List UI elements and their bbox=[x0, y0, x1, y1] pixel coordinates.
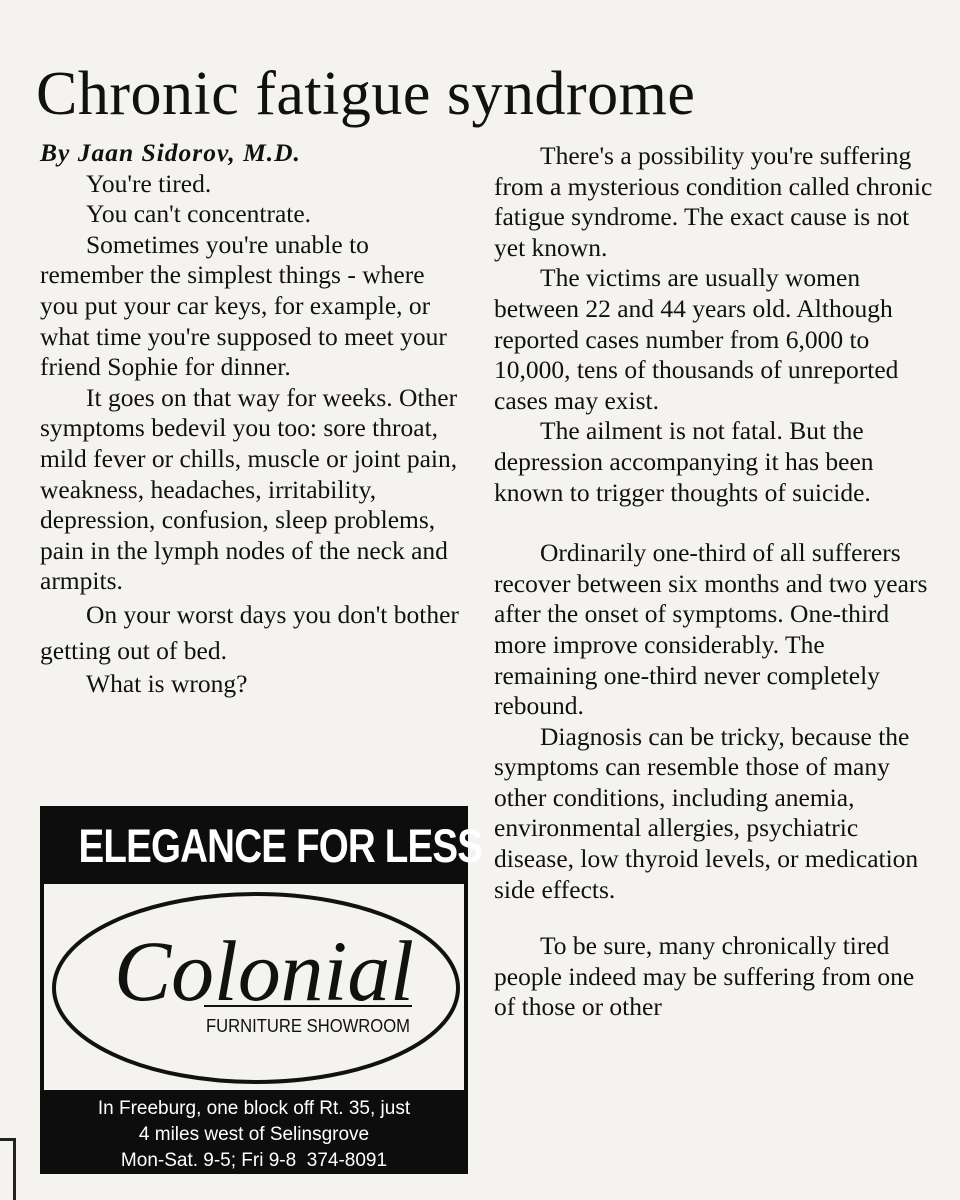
article-column-right bbox=[494, 141, 934, 1023]
paragraph-what-is-wrong: What is wrong? bbox=[86, 668, 248, 698]
byline: By Jaan Sidorov, M.D. bbox=[40, 138, 301, 167]
paragraph-recovery: Ordinarily one-third of all sufferers recover between six months and two years after the onset of symptoms. One-third more improve considerably. The remaining one-third never completely rebound. bbox=[494, 538, 928, 721]
paragraph-worst-days: On your worst days you don't bother getting out of bed. bbox=[40, 599, 459, 665]
paragraph-concentrate: You can't concentrate. bbox=[86, 199, 312, 229]
logo-script: Colonial bbox=[114, 923, 414, 1019]
paragraph-remember: Sometimes you're unable to remember the simplest things - where you put your car keys, for example, or what time you're supposed to meet your friend Sophie for dinner. bbox=[40, 229, 447, 382]
paragraph-to-be-sure: To be sure, many chronically tired people indeed may be suffering from one of those or other bbox=[494, 931, 915, 1022]
ad-location-line-1: In Freeburg, one block off Rt. 35, just bbox=[97, 1098, 411, 1119]
paragraph-tired: You're tired. bbox=[86, 168, 212, 198]
page-edge-rule bbox=[0, 1138, 16, 1200]
ad-logo-panel bbox=[44, 884, 464, 1090]
paragraph-victims: The victims are usually women between 22 and 44 years old. Although reported cases number from 6,000 to 10,000, tens of thousands of unreported cases may exist. bbox=[494, 263, 899, 415]
article-headline: Chronic fatigue syndrome bbox=[36, 59, 696, 128]
paragraph-diagnosis: Diagnosis can be tricky, because the symptoms can resemble those of many other conditions, including anemia, environmental allergies, psychiatric disease, low thyroid levels, or medication side effects. bbox=[494, 721, 919, 904]
ad-info bbox=[40, 1096, 468, 1174]
ad-headline: ELEGANCE FOR LESS bbox=[78, 819, 483, 872]
furniture-advertisement bbox=[40, 806, 483, 1174]
paragraph-possibility: There's a possibility you're suffering from a mysterious condition called chronic fatigue syndrome. The exact cause is not yet known. bbox=[494, 141, 933, 262]
colonial-logo bbox=[44, 884, 464, 1090]
paragraph-symptoms: It goes on that way for weeks. Other symptoms bedevil you too: sore throat, mild fever or chills, muscle or joint pain, weakness, headaches, irritability, depression, confusion, sleep problems, pain in the lymph nodes of the neck and armpits. bbox=[40, 382, 458, 596]
article-column-left bbox=[40, 138, 460, 700]
paragraph-gap bbox=[494, 508, 934, 538]
paragraph-gap bbox=[494, 905, 934, 931]
paragraph-not-fatal: The ailment is not fatal. But the depression accompanying it has been known to trigger thoughts of suicide. bbox=[494, 416, 874, 507]
logo-subtitle: FURNITURE SHOWROOM bbox=[206, 1016, 410, 1036]
ad-hours-phone: Mon-Sat. 9-5; Fri 9-8 374-8091 bbox=[120, 1150, 388, 1171]
ad-location-line-2: 4 miles west of Selinsgrove bbox=[138, 1124, 370, 1145]
